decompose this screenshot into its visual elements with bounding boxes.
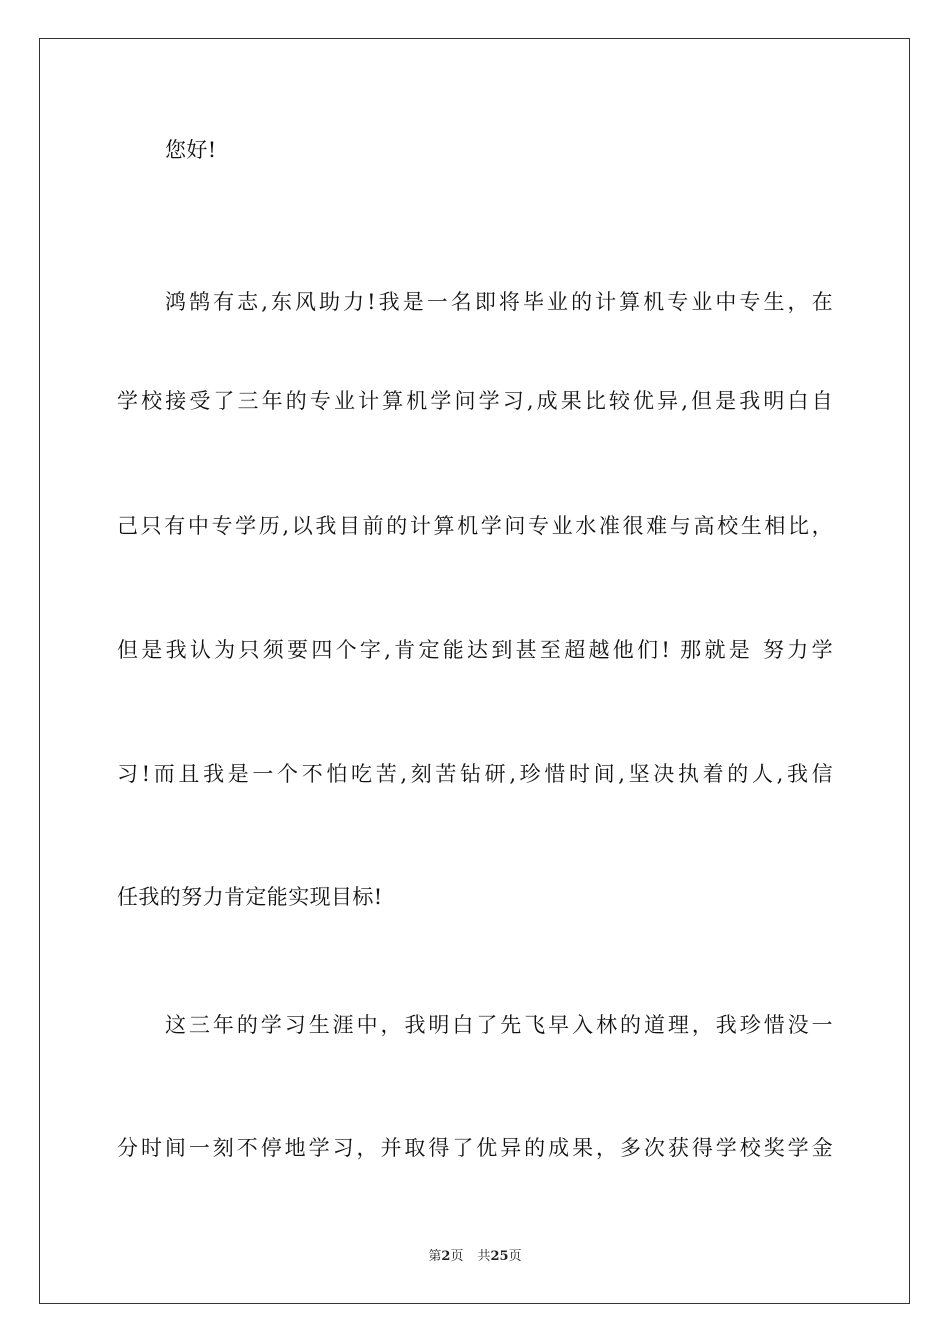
paragraph-line: 任我的努力肯定能实现目标!: [117, 885, 383, 909]
paragraph-line: 这三年的学习生涯中，我明白了先飞早入林的道理，我珍惜没一: [165, 1013, 833, 1037]
paragraph-line: 己只有中专学历,以我目前的计算机学问专业水准很难与高校生相比，: [117, 514, 833, 538]
page-footer: [0, 1248, 950, 1266]
page-suffix: 页: [450, 1249, 464, 1264]
paragraph-line: 分时间一刻不停地学习，并取得了优异的成果，多次获得学校奖学金: [117, 1136, 833, 1160]
page-prefix: 第: [428, 1249, 442, 1264]
total-suffix: 页: [508, 1249, 522, 1264]
total-prefix: 共: [477, 1249, 491, 1264]
paragraph-line: 学校接受了三年的专业计算机学问学习,成果比较优异,但是我明白自: [117, 389, 833, 413]
page-border: [39, 38, 910, 1304]
total-pages: 25: [490, 1249, 509, 1264]
paragraph-line: 但是我认为只须要四个字,肯定能达到甚至超越他们! 那就是 努力学: [117, 638, 833, 662]
greeting-line: 您好!: [165, 138, 217, 162]
page-number: 2: [441, 1249, 451, 1264]
paragraph-line: 鸿鹄有志,东风助力!我是一名即将毕业的计算机专业中专生，在: [165, 290, 833, 314]
paragraph-line: 习!而且我是一个不怕吃苦,刻苦钻研,珍惜时间,坚决执着的人,我信: [117, 762, 833, 786]
